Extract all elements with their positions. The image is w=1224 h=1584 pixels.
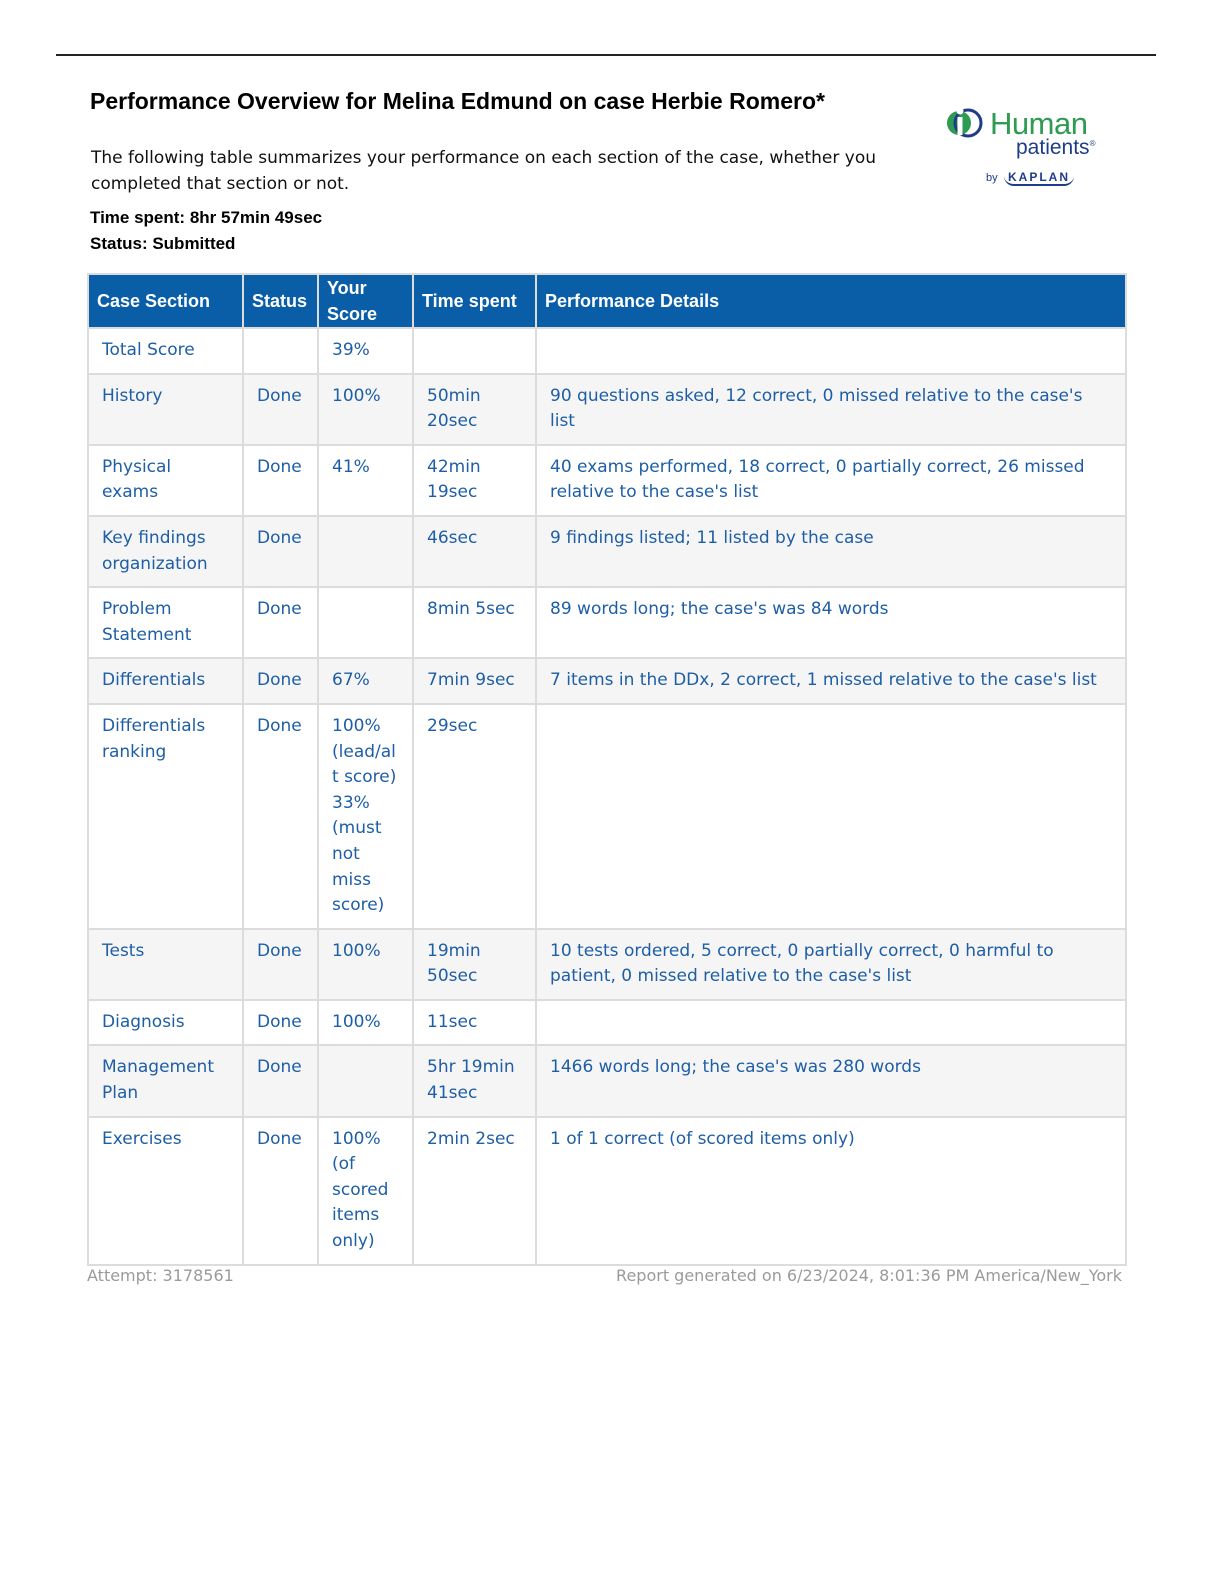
status-cell: Done <box>243 1117 318 1265</box>
time-cell: 29sec <box>413 704 536 929</box>
ihuman-logo-mark-icon <box>946 104 992 146</box>
time-cell: 2min 2sec <box>413 1117 536 1265</box>
time-cell <box>413 328 536 374</box>
status-cell <box>243 328 318 374</box>
time-cell: 8min 5sec <box>413 587 536 658</box>
time-cell: 46sec <box>413 516 536 587</box>
top-rule <box>56 54 1156 56</box>
status-cell: Done <box>243 1000 318 1046</box>
logo-kaplan: KAPLAN <box>1004 170 1074 186</box>
table-header-row <box>88 274 1126 328</box>
time-cell: 42min 19sec <box>413 445 536 516</box>
details-cell: 90 questions asked, 12 correct, 0 missed relative to the case's list <box>536 374 1126 445</box>
score-cell: 100% <box>318 374 413 445</box>
score-cell: 41% <box>318 445 413 516</box>
details-cell <box>536 328 1126 374</box>
header-your-score: Your Score <box>318 274 413 328</box>
details-cell: 89 words long; the case's was 84 words <box>536 587 1126 658</box>
ihuman-patients-logo <box>944 100 1114 200</box>
time-cell: 5hr 19min 41sec <box>413 1045 536 1116</box>
submission-status: Status: Submitted <box>90 234 236 253</box>
intro-text: The following table summarizes your performance on each section of the case, whether you completed that section or not. <box>91 148 876 194</box>
table-row <box>88 1045 1126 1116</box>
case-section-cell: Problem Statement <box>88 587 243 658</box>
score-cell: 100% (of scored items only) <box>318 1117 413 1265</box>
details-cell: 10 tests ordered, 5 correct, 0 partially correct, 0 harmful to patient, 0 missed relative to the case's list <box>536 929 1126 1000</box>
time-cell: 50min 20sec <box>413 374 536 445</box>
time-cell: 19min 50sec <box>413 929 536 1000</box>
table-row <box>88 704 1126 929</box>
header-performance-details: Performance Details <box>536 274 1126 328</box>
header-status: Status <box>243 274 318 328</box>
details-cell <box>536 1000 1126 1046</box>
case-section-cell: Differentials ranking <box>88 704 243 929</box>
table-row <box>88 587 1126 658</box>
case-section-cell: Key findings organization <box>88 516 243 587</box>
details-cell: 40 exams performed, 18 correct, 0 partially correct, 26 missed relative to the case's list <box>536 445 1126 516</box>
total-time-spent: Time spent: 8hr 57min 49sec <box>90 208 323 227</box>
table-row <box>88 445 1126 516</box>
score-cell: 100% (lead/alt score) 33% (must not miss score) <box>318 704 413 929</box>
status-cell: Done <box>243 658 318 704</box>
case-section-cell: Tests <box>88 929 243 1000</box>
case-section-cell: Diagnosis <box>88 1000 243 1046</box>
status-cell: Done <box>243 929 318 1000</box>
header-time-spent: Time spent <box>413 274 536 328</box>
case-section-cell: History <box>88 374 243 445</box>
status-cell: Done <box>243 587 318 658</box>
time-cell: 7min 9sec <box>413 658 536 704</box>
details-cell <box>536 704 1126 929</box>
table-row <box>88 516 1126 587</box>
performance-table <box>87 273 1127 1266</box>
table-row <box>88 929 1126 1000</box>
details-cell: 1466 words long; the case's was 280 words <box>536 1045 1126 1116</box>
score-cell <box>318 1045 413 1116</box>
score-cell <box>318 587 413 658</box>
logo-wordmark: Human <box>990 106 1088 141</box>
case-section-cell: Total Score <box>88 328 243 374</box>
header-case-section: Case Section <box>88 274 243 328</box>
score-cell: 39% <box>318 328 413 374</box>
report-generated-timestamp: Report generated on 6/23/2024, 8:01:36 PM America/New_York <box>616 1266 1122 1285</box>
logo-subtitle: patients® <box>1016 136 1096 159</box>
case-section-cell: Management Plan <box>88 1045 243 1116</box>
status-cell: Done <box>243 445 318 516</box>
status-cell: Done <box>243 1045 318 1116</box>
table-row <box>88 1000 1126 1046</box>
case-section-cell: Physical exams <box>88 445 243 516</box>
table-row <box>88 1117 1126 1265</box>
score-cell <box>318 516 413 587</box>
page-title: Performance Overview for Melina Edmund on case Herbie Romero* <box>90 88 825 114</box>
details-cell: 1 of 1 correct (of scored items only) <box>536 1117 1126 1265</box>
attempt-id: Attempt: 3178561 <box>87 1266 234 1285</box>
logo-by: by <box>986 172 998 184</box>
table-row <box>88 658 1126 704</box>
time-cell: 11sec <box>413 1000 536 1046</box>
status-cell: Done <box>243 374 318 445</box>
table-row <box>88 374 1126 445</box>
case-section-cell: Differentials <box>88 658 243 704</box>
score-cell: 100% <box>318 929 413 1000</box>
status-cell: Done <box>243 704 318 929</box>
status-cell: Done <box>243 516 318 587</box>
table-row <box>88 328 1126 374</box>
score-cell: 100% <box>318 1000 413 1046</box>
details-cell: 9 findings listed; 11 listed by the case <box>536 516 1126 587</box>
case-section-cell: Exercises <box>88 1117 243 1265</box>
details-cell: 7 items in the DDx, 2 correct, 1 missed relative to the case's list <box>536 658 1126 704</box>
score-cell: 67% <box>318 658 413 704</box>
